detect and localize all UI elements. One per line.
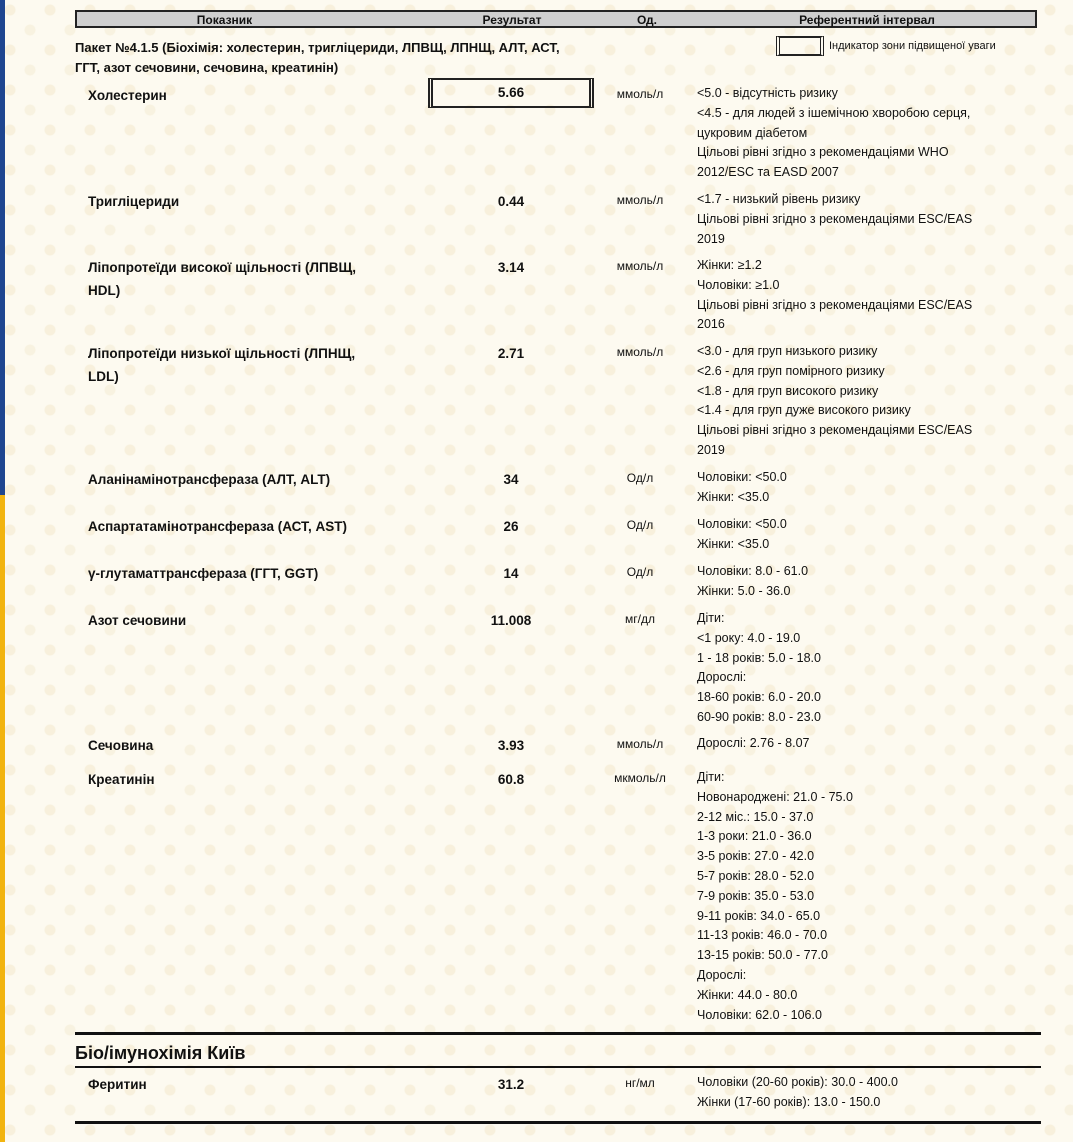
reference-line: 2-12 міс.: 15.0 - 37.0: [697, 809, 814, 824]
reference-interval: [697, 1073, 1017, 1113]
reference-line: <4.5 - для людей з ішемічною хворобою серця,: [697, 105, 971, 120]
reference-line: Чоловіки: ≥1.0: [697, 277, 780, 292]
reference-line: 7-9 років: 35.0 - 53.0: [697, 888, 815, 903]
test-name-line: Ліпопротеїди високої щільності (ЛПВЩ,: [88, 260, 356, 275]
package-title-line1: Пакет №4.1.5 (Біохімія: холестерин, тригліцериди, ЛПВЩ, ЛПНЩ, АЛТ, АСТ,: [75, 40, 560, 55]
reference-interval: [697, 468, 1017, 508]
result-value: 14: [503, 566, 519, 581]
test-name: [88, 515, 408, 538]
result-value: 3.14: [497, 260, 525, 275]
reference-interval: [697, 768, 1017, 1025]
test-name-line: Сечовина: [88, 738, 154, 753]
package-title-line2: ГГТ, азот сечовини, сечовина, креатинін): [75, 60, 339, 75]
reference-line: Жінки: 5.0 - 36.0: [697, 583, 791, 598]
reference-line: 11-13 років: 46.0 - 70.0: [697, 928, 828, 943]
reference-line: <5.0 - відсутність ризику: [697, 86, 838, 100]
reference-line: Дорослі: 2.76 - 8.07: [697, 736, 810, 750]
result-unit: ммоль/л: [616, 259, 664, 273]
reference-line: 18-60 років: 6.0 - 20.0: [697, 690, 821, 705]
reference-line: Жінки: <35.0: [697, 536, 770, 551]
reference-line: 13-15 років: 50.0 - 77.0: [697, 948, 828, 963]
reference-line: <1.7 - низький рівень ризику: [697, 192, 861, 206]
reference-interval: [697, 515, 1017, 555]
test-name: [88, 84, 408, 107]
reference-interval: [697, 609, 1017, 728]
reference-line: 60-90 років: 8.0 - 23.0: [697, 709, 821, 724]
reference-line: Діти:: [697, 770, 725, 784]
reference-line: Новонароджені: 21.0 - 75.0: [697, 789, 853, 804]
result-unit: ммоль/л: [616, 87, 664, 101]
reference-line: 3-5 років: 27.0 - 42.0: [697, 849, 815, 864]
edge-stripe-yellow: [0, 495, 5, 1142]
test-name: [88, 768, 408, 791]
result-unit: ммоль/л: [616, 345, 664, 359]
reference-interval: [697, 256, 1017, 335]
reference-line: <1 року: 4.0 - 19.0: [697, 630, 801, 645]
test-name: [88, 562, 408, 585]
reference-line: Жінки: <35.0: [697, 489, 770, 504]
header-indicator: Показник: [196, 13, 253, 27]
reference-line: Цільові рівні згідно з рекомендаціями ESC/EAS: [697, 211, 973, 226]
reference-line: Жінки: 44.0 - 80.0: [697, 987, 798, 1002]
test-name: [88, 1073, 408, 1096]
test-name-line: HDL): [88, 283, 121, 298]
test-name: [88, 190, 408, 213]
result-value: 60.8: [497, 772, 525, 787]
test-name-line: Феритин: [88, 1077, 147, 1092]
result-value: 34: [503, 472, 519, 487]
section-end-divider: [75, 1121, 1041, 1124]
reference-line: Жінки: ≥1.2: [697, 258, 762, 272]
reference-line: 9-11 років: 34.0 - 65.0: [697, 908, 821, 923]
result-value: 0.44: [497, 194, 525, 209]
reference-line: <3.0 - для груп низького ризику: [697, 344, 878, 358]
result-value: 3.93: [497, 738, 525, 753]
test-name: [88, 734, 408, 757]
reference-interval: [697, 190, 1017, 249]
edge-stripe-blue: [0, 0, 5, 495]
result-unit: Од/л: [626, 565, 654, 579]
test-name: [88, 342, 408, 388]
reference-line: Жінки (17-60 років): 13.0 - 150.0: [697, 1094, 881, 1109]
test-name-line: Ліпопротеїди низької щільності (ЛПНЩ,: [88, 346, 356, 361]
reference-line: <1.4 - для груп дуже високого ризику: [697, 403, 911, 418]
reference-line: Чоловіки (20-60 років): 30.0 - 400.0: [697, 1075, 898, 1089]
attention-indicator-swatch: [776, 36, 824, 56]
result-unit: нг/мл: [625, 1076, 655, 1090]
test-name-line: Азот сечовини: [88, 613, 187, 628]
table-header: [75, 10, 1037, 28]
section-title-underline: [75, 1066, 1041, 1068]
section-divider: [75, 1032, 1041, 1035]
reference-line: Цільові рівні згідно з рекомендаціями WHO: [697, 145, 949, 160]
reference-line: Чоловіки: <50.0: [697, 470, 787, 484]
test-name-line: γ-глутаматтрансфераза (ГГТ, GGT): [88, 566, 319, 581]
reference-line: Чоловіки: <50.0: [697, 517, 787, 531]
reference-line: Чоловіки: 8.0 - 61.0: [697, 564, 809, 578]
result-unit: ммоль/л: [616, 737, 664, 751]
reference-line: Цільові рівні згідно з рекомендаціями ESC/EAS: [697, 423, 973, 438]
reference-line: 5-7 років: 28.0 - 52.0: [697, 868, 815, 883]
result-value: 26: [503, 519, 519, 534]
reference-interval: [697, 84, 1017, 183]
reference-interval: [697, 562, 1017, 602]
reference-line: 1 - 18 років: 5.0 - 18.0: [697, 650, 821, 665]
test-name-line: Аспартатамінотрансфераза (АСТ, AST): [88, 519, 347, 534]
test-name: [88, 468, 408, 491]
reference-interval: [697, 734, 1017, 754]
result-unit: мкмоль/л: [614, 771, 666, 785]
reference-line: Діти:: [697, 611, 725, 625]
reference-line: 2019: [697, 231, 725, 246]
result-unit: Од/л: [626, 471, 654, 485]
reference-line: 1-3 роки: 21.0 - 36.0: [697, 829, 812, 844]
result-value: 2.71: [497, 346, 525, 361]
reference-line: 2012/ESC та EASD 2007: [697, 165, 839, 180]
test-name-line: Креатинін: [88, 772, 155, 787]
header-unit: Од.: [637, 13, 657, 27]
reference-line: 2019: [697, 442, 725, 457]
reference-interval: [697, 342, 1017, 461]
reference-line: Цільові рівні згідно з рекомендаціями ESC/EAS: [697, 297, 973, 312]
result-unit: мг/дл: [625, 612, 655, 626]
section-title: Біо/імунохімія Київ: [75, 1043, 246, 1063]
test-name-line: LDL): [88, 369, 119, 384]
header-reference: Референтний інтервал: [799, 13, 935, 27]
reference-line: <2.6 - для груп помірного ризику: [697, 363, 885, 378]
test-name-line: Тригліцериди: [88, 194, 180, 209]
test-name-line: Аланінамінотрансфераза (АЛТ, ALT): [88, 472, 331, 487]
reference-line: Чоловіки: 62.0 - 106.0: [697, 1007, 822, 1022]
result-unit: Од/л: [626, 518, 654, 532]
reference-line: Дорослі:: [697, 670, 747, 685]
result-value: 31.2: [497, 1077, 525, 1092]
test-name: [88, 256, 408, 302]
reference-line: 2016: [697, 317, 725, 332]
test-name: [88, 609, 408, 632]
test-name-line: Холестерин: [88, 88, 167, 103]
reference-line: <1.8 - для груп високого ризику: [697, 383, 879, 398]
result-value-flagged: 5.66: [428, 78, 594, 108]
header-result: Результат: [482, 13, 542, 27]
package-title: [75, 38, 655, 78]
result-unit: ммоль/л: [616, 193, 664, 207]
attention-indicator-label: Індикатор зони підвищеної уваги: [829, 40, 996, 52]
reference-line: цукровим діабетом: [697, 125, 808, 140]
reference-line: Дорослі:: [697, 967, 747, 982]
result-value: 11.008: [490, 613, 532, 628]
